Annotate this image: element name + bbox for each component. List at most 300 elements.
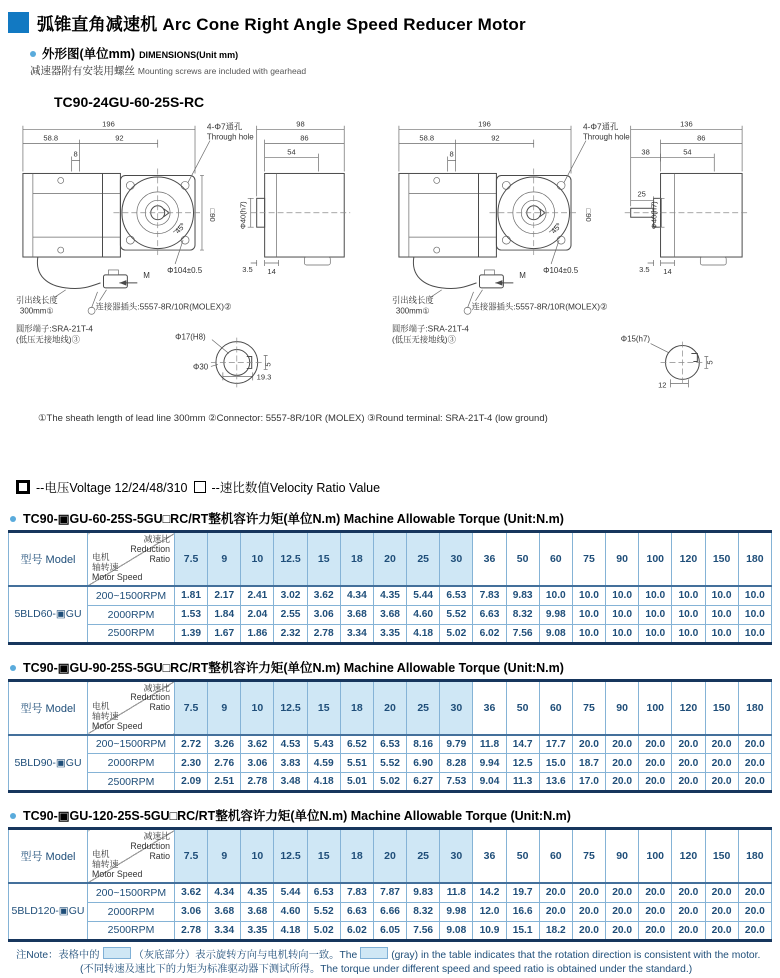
torque-value-cell: 3.62 [307, 586, 340, 605]
bullet-dot-icon [10, 516, 16, 522]
angle-45-label: 45° [549, 221, 563, 235]
dim-136: 136 [680, 120, 693, 129]
ratio-col-header: 12.5 [274, 680, 307, 735]
ratio-col-header: 120 [672, 680, 705, 735]
gray-swatch-icon [103, 947, 131, 959]
m-direction-label: M [143, 271, 150, 280]
torque-value-cell: 20.0 [672, 921, 705, 940]
torque-value-cell: 9.08 [539, 624, 572, 643]
torque-value-cell: 20.0 [705, 754, 738, 773]
torque-value-cell: 1.53 [175, 605, 208, 624]
torque-value-cell: 10.0 [606, 605, 639, 624]
right-shaft-detail [661, 342, 705, 384]
torque-value-cell: 3.68 [241, 902, 274, 921]
model-name-cell: 5BLD120-▣GU [9, 883, 88, 940]
torque-value-cell: 3.68 [208, 902, 241, 921]
torque-value-cell: 4.35 [241, 883, 274, 902]
torque-value-cell: 20.0 [606, 754, 639, 773]
bullet-dot-icon [10, 813, 16, 819]
col-header-model: 型号 Model [9, 829, 88, 884]
col-header-model: 型号 Model [9, 532, 88, 587]
torque-value-cell: 10.0 [705, 624, 738, 643]
dimension-drawings [8, 116, 772, 408]
torque-value-cell: 4.18 [274, 921, 307, 940]
torque-value-cell: 4.35 [373, 586, 406, 605]
ratio-col-header: 180 [738, 680, 771, 735]
lead-length-label-zh: 引出线长度 [392, 295, 434, 305]
torque-value-cell: 16.6 [506, 902, 539, 921]
ratio-col-header: 30 [440, 829, 473, 884]
torque-value-cell: 2.32 [274, 624, 307, 643]
ratio-col-header: 25 [407, 680, 440, 735]
torque-value-cell: 4.53 [274, 735, 307, 754]
torque-value-cell: 20.0 [738, 773, 771, 792]
ratio-col-header: 10 [241, 532, 274, 587]
torque-value-cell: 5.01 [340, 773, 373, 792]
torque-value-cell: 10.0 [539, 586, 572, 605]
voltage-square-icon [16, 480, 30, 494]
torque-value-cell: 20.0 [572, 921, 605, 940]
pilot-diameter-label: Φ104±0.5 [543, 266, 579, 275]
mounting-note-en: Mounting screws are included with gearhead [138, 66, 306, 76]
torque-value-cell: 20.0 [606, 773, 639, 792]
torque-value-cell: 10.0 [672, 586, 705, 605]
torque-value-cell: 9.04 [473, 773, 506, 792]
dim-98: 98 [296, 120, 304, 129]
torque-value-cell: 3.06 [307, 605, 340, 624]
square-90-label: □90 [584, 209, 593, 222]
torque-value-cell: 3.06 [175, 902, 208, 921]
ratio-col-header: 75 [572, 829, 605, 884]
dim-58-8: 58.8 [43, 134, 58, 143]
dim-14: 14 [663, 267, 671, 276]
torque-value-cell: 20.0 [639, 902, 672, 921]
torque-value-cell: 5.52 [373, 754, 406, 773]
torque-value-cell: 5.52 [440, 605, 473, 624]
torque-value-cell: 3.48 [274, 773, 307, 792]
torque-value-cell: 7.87 [373, 883, 406, 902]
torque-value-cell: 12.5 [506, 754, 539, 773]
ratio-col-header: 120 [672, 532, 705, 587]
speed-row-label: 2500RPM [88, 624, 175, 643]
ratio-col-header: 30 [440, 680, 473, 735]
torque-value-cell: 11.8 [440, 883, 473, 902]
torque-value-cell: 20.0 [606, 735, 639, 754]
torque-value-cell: 20.0 [639, 773, 672, 792]
ratio-col-header: 120 [672, 829, 705, 884]
torque-value-cell: 5.52 [307, 902, 340, 921]
voltage-legend-text: --电压Voltage 12/24/48/310 [36, 478, 188, 496]
torque-value-cell: 20.0 [606, 883, 639, 902]
speed-row-label: 2500RPM [88, 921, 175, 940]
ratio-col-header: 20 [373, 680, 406, 735]
torque-value-cell: 7.83 [473, 586, 506, 605]
torque-value-cell: 8.28 [440, 754, 473, 773]
ratio-col-header: 100 [639, 829, 672, 884]
torque-value-cell: 5.51 [340, 754, 373, 773]
col-header-diagonal [88, 829, 175, 884]
right-main-view [399, 141, 586, 264]
torque-value-cell: 19.7 [506, 883, 539, 902]
shaft-diameter-label: Φ15(h7) [621, 335, 651, 344]
torque-value-cell: 3.35 [241, 921, 274, 940]
torque-value-cell: 20.0 [672, 773, 705, 792]
torque-value-cell: 3.68 [340, 605, 373, 624]
ratio-legend-text: --速比数值Velocity Ratio Value [212, 478, 381, 496]
ratio-col-header: 12.5 [274, 532, 307, 587]
torque-value-cell: 15.1 [506, 921, 539, 940]
drawing-footnote: ①The sheath length of lead line 300mm ②Connector: 5557-8R/10R (MOLEX) ③Round terminal: SRA-21T-4 (low ground) [38, 413, 772, 424]
torque-value-cell: 2.41 [241, 586, 274, 605]
torque-value-cell: 9.83 [506, 586, 539, 605]
torque-value-cell: 20.0 [705, 921, 738, 940]
ratio-col-header: 18 [340, 829, 373, 884]
torque-value-cell: 1.84 [208, 605, 241, 624]
ratio-col-header: 50 [506, 829, 539, 884]
ratio-col-header: 90 [606, 532, 639, 587]
terminal-label-line2: (低压无接地线)③ [16, 335, 81, 345]
speed-row-label: 200~1500RPM [88, 883, 175, 902]
ratio-col-header: 90 [606, 829, 639, 884]
torque-value-cell: 1.86 [241, 624, 274, 643]
ratio-col-header: 36 [473, 532, 506, 587]
torque-value-cell: 9.94 [473, 754, 506, 773]
terminal-label-line1: 圆形端子:SRA-21T-4 [16, 324, 93, 334]
torque-value-cell: 2.17 [208, 586, 241, 605]
ratio-col-header: 15 [307, 680, 340, 735]
ratio-col-header: 100 [639, 532, 672, 587]
table-title-60 [10, 509, 772, 527]
torque-value-cell: 2.78 [175, 921, 208, 940]
torque-value-cell: 2.04 [241, 605, 274, 624]
terminal-label-line1: 圆形端子:SRA-21T-4 [392, 324, 469, 334]
torque-value-cell: 10.0 [738, 605, 771, 624]
speed-header-label: 电机 轴转速 Motor Speed [92, 553, 142, 583]
torque-value-cell: 4.59 [307, 754, 340, 773]
ratio-col-header: 36 [473, 680, 506, 735]
torque-value-cell: 17.0 [572, 773, 605, 792]
torque-value-cell: 9.08 [440, 921, 473, 940]
torque-value-cell: 8.32 [407, 902, 440, 921]
torque-value-cell: 10.0 [705, 605, 738, 624]
ratio-col-header: 9 [208, 829, 241, 884]
ratio-col-header: 20 [373, 829, 406, 884]
torque-value-cell: 3.02 [274, 586, 307, 605]
torque-value-cell: 4.34 [208, 883, 241, 902]
torque-value-cell: 4.18 [407, 624, 440, 643]
torque-value-cell: 11.3 [506, 773, 539, 792]
lead-length-value: 300mm① [20, 307, 54, 316]
ratio-col-header: 7.5 [175, 680, 208, 735]
torque-value-cell: 3.26 [208, 735, 241, 754]
torque-value-cell: 20.0 [705, 883, 738, 902]
mounting-note-zh: 减速器附有安装用螺丝 [30, 65, 135, 77]
torque-value-cell: 6.66 [373, 902, 406, 921]
torque-value-cell: 20.0 [705, 773, 738, 792]
ratio-col-header: 60 [539, 680, 572, 735]
ratio-col-header: 50 [506, 680, 539, 735]
table-title-60-text: TC90-▣GU-60-25S-5GU□RC/RT整机容许力矩(单位N.m) Machine Allowable Torque (Unit:N.m) [23, 509, 564, 527]
torque-value-cell: 20.0 [705, 902, 738, 921]
dimensions-heading-en: DIMENSIONS(Unit mm) [139, 50, 238, 60]
torque-value-cell: 9.98 [440, 902, 473, 921]
table-title-120-text: TC90-▣GU-120-25S-5GU□RC/RT整机容许力矩(单位N.m) Machine Allowable Torque (Unit:N.m) [23, 806, 571, 824]
terminal-label-line2: (低压无接地线)③ [392, 335, 457, 345]
ratio-col-header: 90 [606, 680, 639, 735]
speed-row-label: 2000RPM [88, 902, 175, 921]
torque-value-cell: 20.0 [672, 735, 705, 754]
page-title-en: Arc Cone Right Angle Speed Reducer Motor [162, 15, 525, 34]
dim-58-8: 58.8 [419, 134, 434, 143]
bottom-note-line2: (不同转速及速比下的力矩为标准驱动器下测试所得。The torque under different speed and speed ratio is obtained under the standard.) [16, 963, 772, 978]
ratio-square-icon [194, 481, 206, 493]
gray-swatch-icon [360, 947, 388, 959]
torque-value-cell: 3.35 [373, 624, 406, 643]
shaft-key-label: 5 [705, 360, 714, 364]
through-hole-label-en: Through hole [207, 133, 254, 142]
torque-value-cell: 7.56 [407, 921, 440, 940]
bottom-note-line1 [16, 947, 772, 964]
speed-row-label: 2500RPM [88, 773, 175, 792]
torque-value-cell: 2.30 [175, 754, 208, 773]
shaft-width-label: 19.3 [257, 372, 272, 381]
drawing-left-hollow-shaft [8, 116, 378, 408]
speed-row-label: 200~1500RPM [88, 586, 175, 605]
ratio-col-header: 7.5 [175, 532, 208, 587]
torque-value-cell: 20.0 [606, 902, 639, 921]
torque-value-cell: 12.0 [473, 902, 506, 921]
ratio-col-header: 75 [572, 532, 605, 587]
torque-value-cell: 20.0 [738, 735, 771, 754]
torque-value-cell: 20.0 [606, 921, 639, 940]
symbol-legend [16, 478, 772, 496]
ratio-col-header: 180 [738, 532, 771, 587]
torque-value-cell: 10.0 [572, 605, 605, 624]
connector-label: 连接器插头:5557-8R/10R(MOLEX)② [96, 302, 232, 312]
torque-value-cell: 5.43 [307, 735, 340, 754]
torque-value-cell: 14.2 [473, 883, 506, 902]
ratio-col-header: 150 [705, 532, 738, 587]
right-side-view [625, 173, 748, 265]
ratio-header-label: 减速比 Reduction Ratio [130, 832, 170, 862]
torque-value-cell: 18.7 [572, 754, 605, 773]
torque-value-cell: 20.0 [639, 735, 672, 754]
torque-value-cell: 3.62 [175, 883, 208, 902]
torque-value-cell: 6.90 [407, 754, 440, 773]
speed-header-label: 电机 轴转速 Motor Speed [92, 702, 142, 732]
torque-value-cell: 15.0 [539, 754, 572, 773]
torque-value-cell: 9.83 [407, 883, 440, 902]
dim-86: 86 [697, 134, 705, 143]
ratio-col-header: 15 [307, 532, 340, 587]
shaft-key-label: 5 [264, 362, 273, 366]
shaft-bore-label: Φ17(H8) [175, 333, 206, 342]
page-title-zh: 弧锥直角减速机 [37, 15, 157, 34]
ratio-col-header: 15 [307, 829, 340, 884]
ratio-col-header: 100 [639, 680, 672, 735]
note-mid-zh: （灰底部分）表示旋转方向与电机转向一致。The [134, 950, 358, 961]
torque-value-cell: 17.7 [539, 735, 572, 754]
torque-value-cell: 10.0 [572, 624, 605, 643]
torque-value-cell: 3.62 [241, 735, 274, 754]
model-number: TC90-24GU-60-25S-RC [54, 94, 772, 110]
bottom-note [16, 947, 772, 978]
torque-value-cell: 2.09 [175, 773, 208, 792]
lead-length-label-zh: 引出线长度 [16, 295, 58, 305]
dimensions-heading-zh: 外形图(单位mm) [42, 44, 135, 62]
dim-38: 38 [641, 148, 649, 157]
ratio-header-label: 减速比 Reduction Ratio [130, 535, 170, 565]
torque-value-cell: 10.0 [738, 586, 771, 605]
model-name-cell: 5BLD90-▣GU [9, 735, 88, 792]
torque-table-90 [8, 679, 772, 794]
torque-value-cell: 4.18 [307, 773, 340, 792]
torque-value-cell: 13.6 [539, 773, 572, 792]
torque-value-cell: 20.0 [539, 883, 572, 902]
torque-value-cell: 1.67 [208, 624, 241, 643]
torque-value-cell: 3.34 [340, 624, 373, 643]
ratio-col-header: 60 [539, 829, 572, 884]
torque-value-cell: 7.56 [506, 624, 539, 643]
hub-diameter-label: Φ40(h7) [239, 201, 248, 229]
torque-value-cell: 7.83 [340, 883, 373, 902]
col-header-diagonal [88, 680, 175, 735]
torque-value-cell: 6.53 [440, 586, 473, 605]
left-main-view [23, 141, 210, 264]
dim-196: 196 [478, 120, 491, 129]
ratio-col-header: 25 [407, 829, 440, 884]
torque-value-cell: 4.60 [274, 902, 307, 921]
torque-value-cell: 10.0 [639, 624, 672, 643]
pilot-diameter-label: Φ104±0.5 [167, 266, 203, 275]
torque-value-cell: 10.0 [606, 586, 639, 605]
torque-value-cell: 2.55 [274, 605, 307, 624]
speed-row-label: 2000RPM [88, 605, 175, 624]
col-header-diagonal [88, 532, 175, 587]
left-side-view [251, 173, 350, 265]
ratio-col-header: 150 [705, 829, 738, 884]
lead-length-value: 300mm① [396, 307, 430, 316]
torque-value-cell: 20.0 [539, 902, 572, 921]
angle-45-label: 45° [173, 221, 187, 235]
dim-3-5: 3.5 [639, 265, 649, 274]
torque-value-cell: 10.0 [672, 624, 705, 643]
torque-value-cell: 6.52 [340, 735, 373, 754]
torque-value-cell: 10.0 [705, 586, 738, 605]
bullet-dot-icon [30, 51, 36, 57]
torque-value-cell: 20.0 [639, 921, 672, 940]
dim-3-5: 3.5 [242, 265, 253, 274]
torque-value-cell: 10.0 [639, 586, 672, 605]
torque-value-cell: 1.81 [175, 586, 208, 605]
header-square-icon [8, 12, 29, 33]
torque-value-cell: 5.02 [440, 624, 473, 643]
ratio-col-header: 7.5 [175, 829, 208, 884]
torque-value-cell: 6.02 [473, 624, 506, 643]
torque-value-cell: 3.06 [241, 754, 274, 773]
torque-value-cell: 10.9 [473, 921, 506, 940]
torque-value-cell: 2.76 [208, 754, 241, 773]
torque-value-cell: 5.44 [274, 883, 307, 902]
torque-value-cell: 2.72 [175, 735, 208, 754]
ratio-col-header: 60 [539, 532, 572, 587]
torque-table-120 [8, 827, 772, 942]
torque-value-cell: 11.8 [473, 735, 506, 754]
dim-86: 86 [300, 134, 308, 143]
torque-value-cell: 18.2 [539, 921, 572, 940]
ratio-col-header: 50 [506, 532, 539, 587]
ratio-col-header: 25 [407, 532, 440, 587]
torque-value-cell: 10.0 [639, 605, 672, 624]
speed-row-label: 200~1500RPM [88, 735, 175, 754]
ratio-col-header: 20 [373, 532, 406, 587]
torque-value-cell: 6.02 [340, 921, 373, 940]
torque-value-cell: 3.34 [208, 921, 241, 940]
dim-92: 92 [491, 134, 499, 143]
torque-value-cell: 20.0 [738, 883, 771, 902]
torque-value-cell: 5.02 [373, 773, 406, 792]
torque-value-cell: 6.53 [307, 883, 340, 902]
dim-54: 54 [287, 148, 295, 157]
torque-value-cell: 8.32 [506, 605, 539, 624]
torque-value-cell: 2.51 [208, 773, 241, 792]
ratio-col-header: 36 [473, 829, 506, 884]
torque-value-cell: 20.0 [705, 735, 738, 754]
torque-value-cell: 14.7 [506, 735, 539, 754]
page-header [8, 10, 772, 35]
ratio-col-header: 9 [208, 532, 241, 587]
shaft-outer-label: Φ30 [193, 362, 209, 371]
mounting-note [30, 63, 772, 78]
hub-diameter-label: Φ40(h7) [650, 201, 659, 229]
torque-value-cell: 5.02 [307, 921, 340, 940]
torque-value-cell: 6.63 [473, 605, 506, 624]
torque-value-cell: 6.53 [373, 735, 406, 754]
col-header-model: 型号 Model [9, 680, 88, 735]
page-title [37, 10, 526, 35]
ratio-col-header: 180 [738, 829, 771, 884]
torque-value-cell: 9.98 [539, 605, 572, 624]
ratio-col-header: 10 [241, 829, 274, 884]
torque-value-cell: 6.63 [340, 902, 373, 921]
torque-value-cell: 3.83 [274, 754, 307, 773]
ratio-col-header: 12.5 [274, 829, 307, 884]
table-title-90-text: TC90-▣GU-90-25S-5GU□RC/RT整机容许力矩(单位N.m) Machine Allowable Torque (Unit:N.m) [23, 658, 564, 676]
table-title-120 [10, 806, 772, 824]
dim-25: 25 [637, 189, 645, 198]
dim-196: 196 [102, 120, 115, 129]
torque-value-cell: 20.0 [572, 902, 605, 921]
m-direction-label: M [519, 271, 526, 280]
torque-value-cell: 6.27 [407, 773, 440, 792]
dim-14: 14 [267, 267, 275, 276]
ratio-col-header: 30 [440, 532, 473, 587]
torque-value-cell: 20.0 [738, 921, 771, 940]
torque-value-cell: 1.39 [175, 624, 208, 643]
note-mid-en: (gray) in the table indicates that the rotation direction is consistent with the motor. [391, 950, 760, 961]
through-hole-label-en: Through hole [583, 133, 630, 142]
ratio-col-header: 18 [340, 532, 373, 587]
torque-value-cell: 20.0 [572, 883, 605, 902]
torque-value-cell: 10.0 [606, 624, 639, 643]
shaft-width-label: 12 [658, 380, 666, 389]
torque-value-cell: 20.0 [738, 754, 771, 773]
torque-value-cell: 20.0 [639, 754, 672, 773]
model-name-cell: 5BLD60-▣GU [9, 586, 88, 643]
ratio-header-label: 减速比 Reduction Ratio [130, 684, 170, 714]
torque-value-cell: 20.0 [639, 883, 672, 902]
connector-label: 连接器插头:5557-8R/10R(MOLEX)② [472, 302, 608, 312]
